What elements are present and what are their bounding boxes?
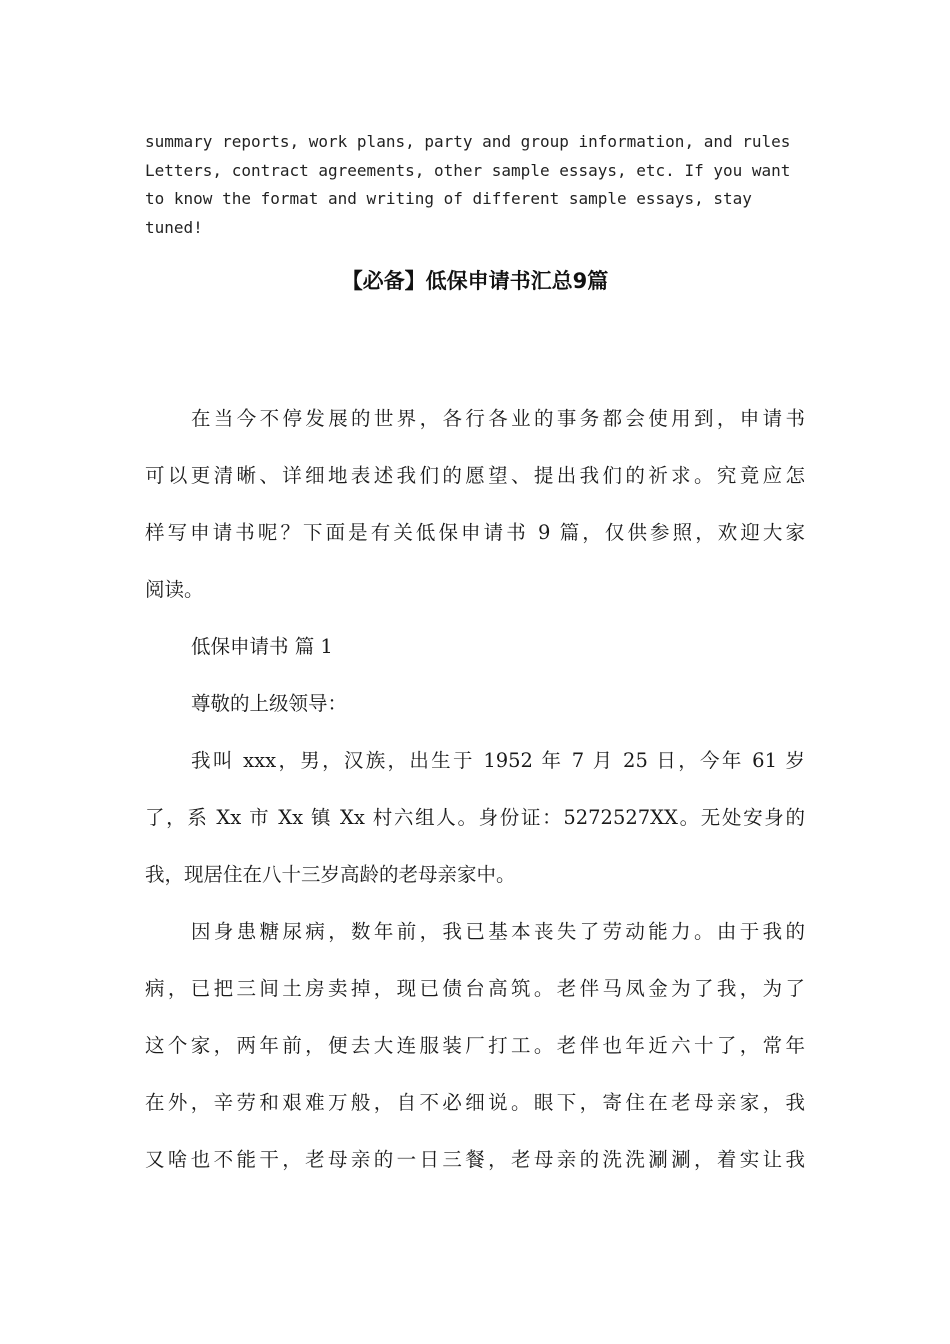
body-line: 又啥也不能干，老母亲的一日三餐，老母亲的洗洗涮涮，着实让我 bbox=[145, 1148, 805, 1171]
body-line: 病，已把三间土房卖掉，现已债台高筑。老伴马凤金为了我，为了 bbox=[145, 977, 805, 1000]
intro-line: summary reports, work plans, party and group information, and rules bbox=[145, 132, 791, 151]
body-line: 在外，辛劳和艰难万般，自不必细说。眼下，寄住在老母亲家，我 bbox=[145, 1091, 805, 1114]
salutation: 尊敬的上级领导： bbox=[191, 692, 348, 715]
intro-line: to know the format and writing of different sample essays, stay bbox=[145, 189, 752, 208]
body-line: 了，系 Xx 市 Xx 镇 Xx 村六组人。身份证：5272527XX。无处安身的 bbox=[145, 806, 805, 829]
body-line: 我叫 xxx，男，汉族，出生于 1952 年 7 月 25 日，今年 61 岁 bbox=[191, 749, 805, 772]
intro-line: tuned! bbox=[145, 217, 203, 237]
body-line: 因身患糖尿病，数年前，我已基本丧失了劳动能力。由于我的 bbox=[191, 920, 805, 943]
section-heading: 低保申请书 篇 1 bbox=[191, 635, 333, 658]
body-line: 这个家，两年前，便去大连服装厂打工。老伴也年近六十了，常年 bbox=[145, 1034, 805, 1057]
body-line: 阅读。 bbox=[145, 578, 204, 601]
intro-line: Letters, contract agreements, other sample essays, etc. If you want bbox=[145, 160, 791, 180]
body-line: 我，现居住在八十三岁高龄的老母亲家中。 bbox=[145, 863, 516, 886]
body-line: 在当今不停发展的世界，各行各业的事务都会使用到，申请书 bbox=[191, 407, 805, 430]
body-line: 可以更清晰、详细地表述我们的愿望、提出我们的祈求。究竟应怎 bbox=[145, 464, 805, 487]
body-line: 样写申请书呢？下面是有关低保申请书 9 篇，仅供参照，欢迎大家 bbox=[145, 521, 805, 544]
document-body bbox=[145, 390, 805, 1188]
intro-paragraph bbox=[145, 128, 805, 242]
document-title: 【必备】低保申请书汇总9篇 bbox=[341, 269, 609, 293]
